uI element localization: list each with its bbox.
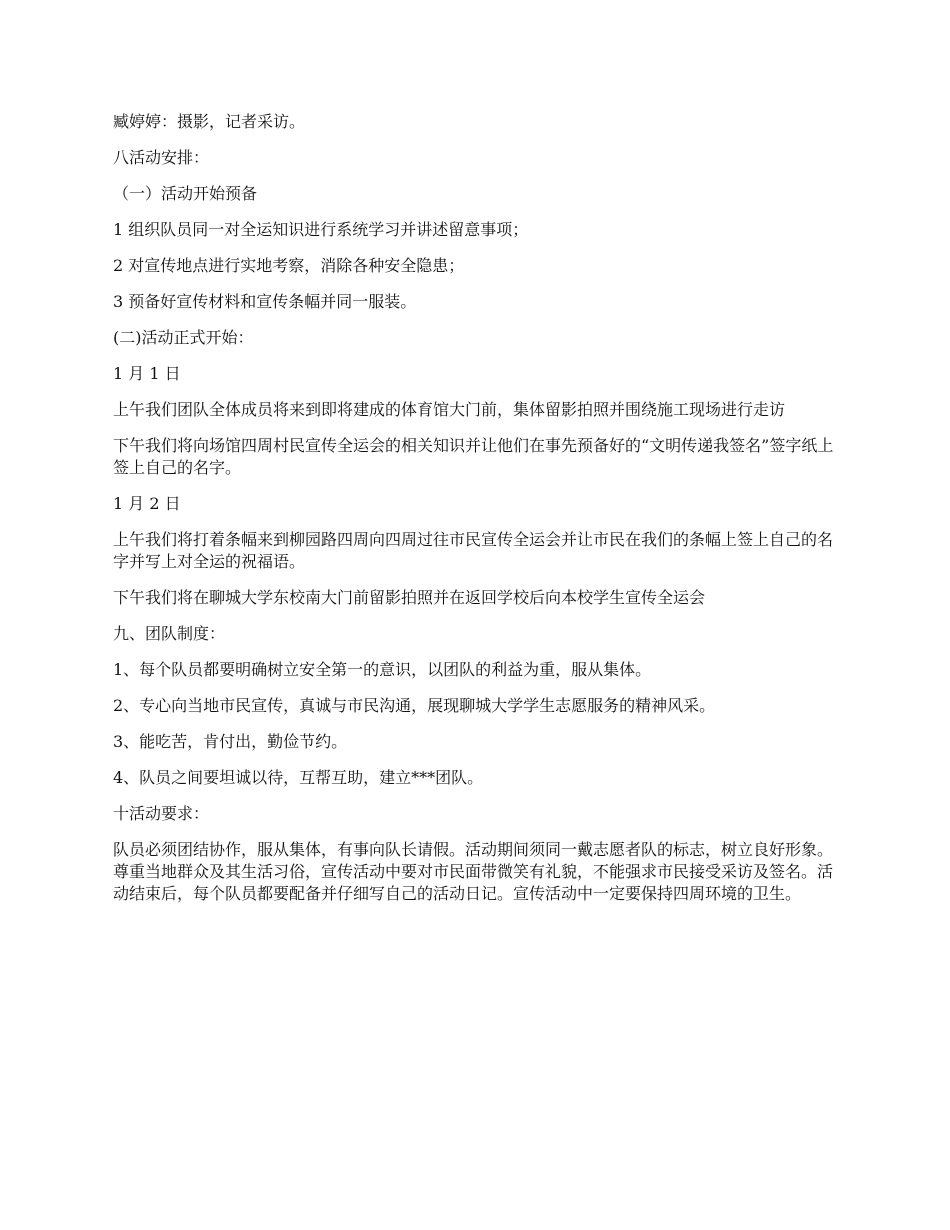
section-heading-activity-arrangement: 八活动安排： — [113, 148, 210, 167]
section-heading-team-rules: 九、团队制度： — [113, 624, 226, 643]
rule-item-1: 1、每个队员都要明确树立安全第一的意识，以团队的利益为重，服从集体。 — [113, 660, 652, 679]
rule-item-3: 3、能吃苦，肯付出，勤俭节约。 — [113, 732, 348, 751]
prep-item-3: 3 预备好宣传材料和宣传条幅并同一服装。 — [113, 292, 417, 311]
date-jan-1: 1 月 1 日 — [113, 364, 181, 383]
jan-2-morning: 上午我们将打着条幅来到柳园路四周向四周过往市民宣传全运会并让市民在我们的条幅上签上自己的名字并写上对全运的祝福语。 — [113, 530, 834, 571]
staff-role-line: 臧婷婷：摄影，记者采访。 — [113, 112, 306, 131]
prep-item-2: 2 对宣传地点进行实地考察，消除各种安全隐患； — [113, 256, 465, 275]
rule-item-2: 2、专心向当地市民宣传，真诚与市民沟通，展现聊城大学学生志愿服务的精神风采。 — [113, 696, 716, 715]
subheading-official-start: (二)活动正式开始： — [113, 328, 254, 347]
prep-item-1: 1 组织队员同一对全运知识进行系统学习并讲述留意事项； — [113, 220, 529, 239]
date-jan-2: 1 月 2 日 — [113, 494, 181, 513]
subheading-preparation: （一）活动开始预备 — [113, 184, 258, 203]
rule-item-4: 4、队员之间要坦诚以待，互帮互助，建立***团队。 — [113, 768, 484, 787]
jan-1-afternoon: 下午我们将向场馆四周村民宣传全运会的相关知识并让他们在事先预备好的“文明传递我签名”签字纸上签上自己的名字。 — [113, 436, 834, 477]
jan-1-morning: 上午我们团队全体成员将来到即将建成的体育馆大门前，集体留影拍照并围绕施工现场进行走访 — [113, 400, 786, 419]
document-body — [113, 111, 843, 919]
requirements-body: 队员必须团结协作，服从集体，有事向队长请假。活动期间须同一戴志愿者队的标志，树立良好形象。尊重当地群众及其生活习俗，宣传活动中要对市民面带微笑有礼貌，不能强求市民接受采访及签名。活动结束后，每个队员都要配备并仔细写自己的活动日记。宣传活动中一定要保持四周环境的卫生。 — [113, 840, 834, 903]
section-heading-requirements: 十活动要求： — [113, 804, 210, 823]
jan-2-afternoon: 下午我们将在聊城大学东校南大门前留影拍照并在返回学校后向本校学生宣传全运会 — [113, 588, 706, 607]
